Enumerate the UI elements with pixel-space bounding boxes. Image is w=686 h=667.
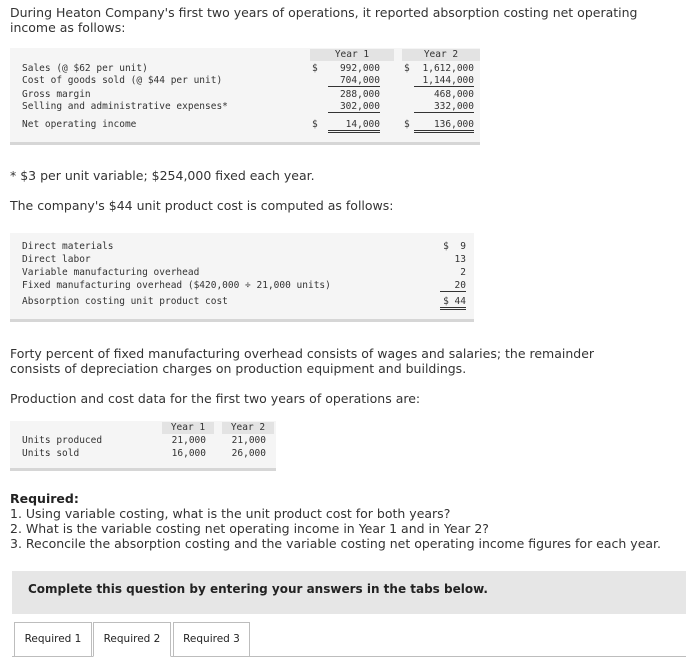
tab-required-2[interactable]: Required 2 [93, 622, 171, 657]
cogs-y1-value: 704,000 [328, 75, 380, 87]
intro-text: During Heaton Company's first two years of operations, it reported absorption costing net operating income as follows: [10, 5, 638, 35]
direct-materials-value: $ 9 [443, 241, 466, 252]
fixed-overhead-value: 20 [440, 280, 466, 292]
fixed-overhead-label: Fixed manufacturing overhead ($420,000 ÷ 21,000 units) [22, 280, 331, 291]
variable-overhead-value: 2 [460, 267, 466, 278]
net-income-y1-symbol: $ [312, 119, 318, 130]
absorption-unit-cost-value: $ 44 [440, 296, 466, 310]
required-item-2: 2. What is the variable costing net operating income in Year 1 and in Year 2? [10, 521, 489, 536]
direct-labor-label: Direct labor [22, 254, 91, 265]
footnote: * $3 per unit variable; $254,000 fixed each year. [10, 168, 315, 183]
sales-y1-value: 992,000 [339, 63, 380, 74]
selling-admin-label: Selling and administrative expenses* [22, 101, 228, 112]
year1-header: Year 1 [310, 49, 394, 61]
tab-required-3[interactable]: Required 3 [173, 622, 250, 657]
units-produced-y2: 21,000 [231, 435, 266, 446]
direct-labor-value: 13 [454, 254, 466, 265]
direct-materials-label: Direct materials [22, 241, 114, 252]
production-intro: Production and cost data for the first two years of operations are: [10, 391, 421, 406]
cogs-label: Cost of goods sold (@ $44 per unit) [22, 75, 223, 86]
units-sold-y2: 26,000 [231, 448, 266, 459]
units-sold-y1: 16,000 [171, 448, 206, 459]
required-item-1: 1. Using variable costing, what is the unit product cost for both years? [10, 506, 451, 521]
cogs-y2-value: 1,144,000 [414, 75, 474, 87]
production-year2-header: Year 2 [222, 422, 274, 434]
income-statement-table [10, 48, 480, 145]
net-income-label: Net operating income [22, 119, 137, 130]
unit-cost-table [10, 233, 474, 322]
net-income-y1-value: 14,000 [328, 119, 380, 133]
tab-required-1[interactable]: Required 1 [14, 622, 92, 657]
sales-y2-symbol: $ [404, 63, 410, 74]
net-income-y2-symbol: $ [404, 119, 410, 130]
production-year1-header: Year 1 [162, 422, 214, 434]
units-sold-label: Units sold [22, 448, 80, 459]
required-item-3: 3. Reconcile the absorption costing and the variable costing net operating income figures for each year. [10, 536, 662, 551]
gross-margin-y2-value: 468,000 [433, 89, 474, 100]
net-income-y2-value: 136,000 [414, 119, 474, 133]
instruction-banner: Complete this question by entering your answers in the tabs below. [12, 571, 686, 614]
gross-margin-y1-value: 288,000 [339, 89, 380, 100]
required-heading: Required: [10, 491, 79, 506]
unit-cost-intro: The company's $44 unit product cost is computed as follows: [10, 198, 394, 213]
year2-header: Year 2 [402, 49, 480, 61]
units-produced-label: Units produced [22, 435, 103, 446]
absorption-unit-cost-label: Absorption costing unit product cost [22, 296, 228, 307]
variable-overhead-label: Variable manufacturing overhead [22, 267, 200, 278]
selling-admin-y2-value: 332,000 [414, 101, 474, 113]
selling-admin-y1-value: 302,000 [328, 101, 380, 113]
units-produced-y1: 21,000 [171, 435, 206, 446]
sales-label: Sales (@ $62 per unit) [22, 63, 148, 74]
sales-y2-value: 1,612,000 [422, 63, 474, 74]
sales-y1-symbol: $ [312, 63, 318, 74]
overhead-note: Forty percent of fixed manufacturing overhead consists of wages and salaries; the remainder consists of depreciation charges on production equipment and buildings. [10, 346, 595, 376]
production-table [10, 421, 276, 471]
gross-margin-label: Gross margin [22, 89, 91, 100]
